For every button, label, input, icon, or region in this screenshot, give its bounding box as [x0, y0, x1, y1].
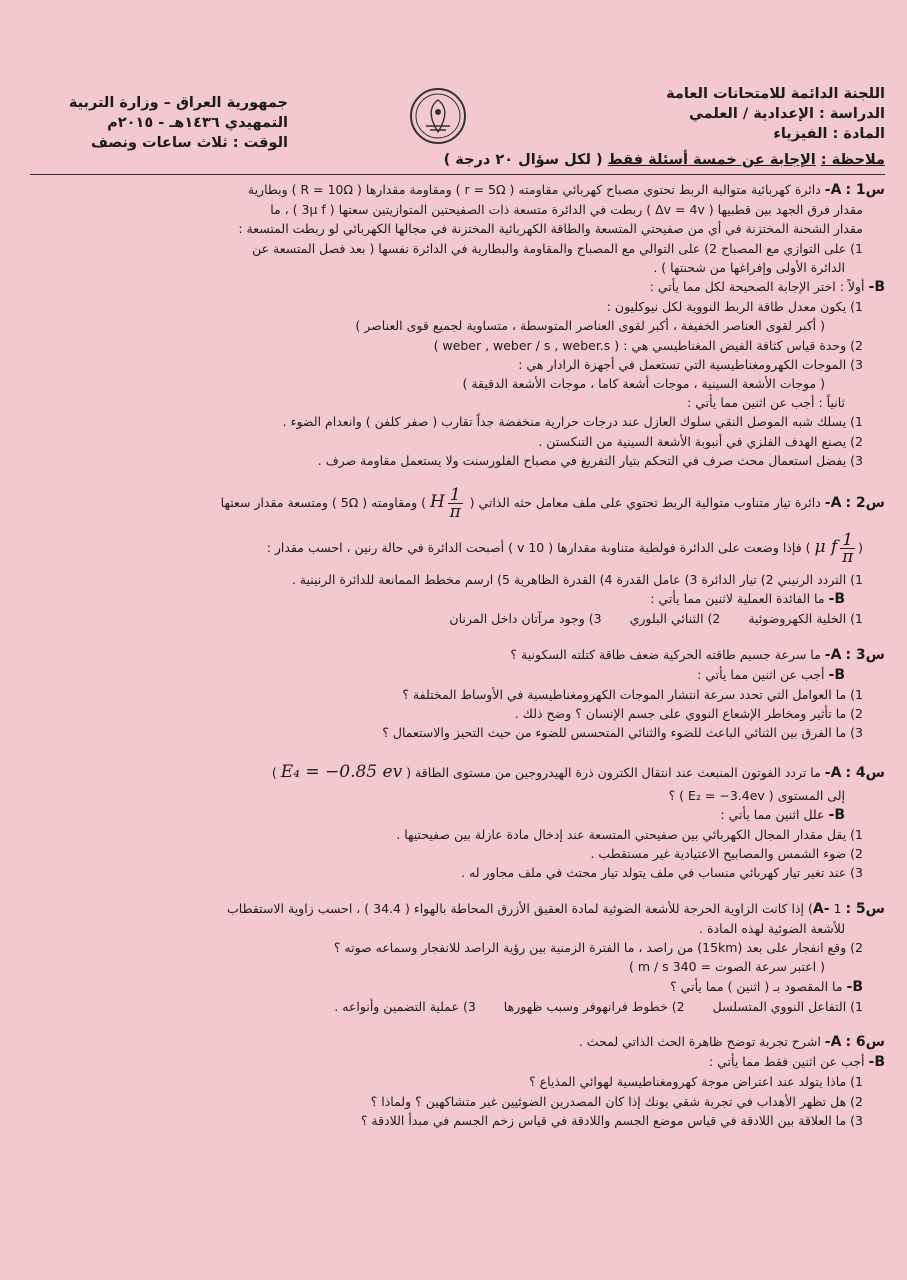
- q2-b-item3: 3) وجود مرآتان داخل المرنان: [449, 611, 602, 627]
- q4-b-item2: 2) ضوء الشمس والمصابيح الاعتيادية غير مستقطب .: [590, 846, 863, 862]
- q4-a-line1: ما تردد الفوتون المنبعث عند انتقال الكترون ذرة الهيدروجين من مستوى الطاقة (: [406, 764, 821, 780]
- q3-b-item1: 1) ما العوامل التي تحدد سرعة انتشار الموجات الكهرومغناطيسية في الأوساط المختلفة ؟: [402, 687, 863, 703]
- q2-b-item2: 2) الثنائي البلوري: [629, 611, 721, 627]
- q6-b-intro: أجب عن اثنين فقط مما يأتي :: [708, 1054, 865, 1070]
- note-text: الإجابة عن خمسة أسئلة فقط: [607, 152, 816, 168]
- q2-a-line1-post: ) ومقاومته ( 5Ω ) ومتسعة مقدار سعتها: [220, 495, 427, 511]
- q2-frac1-den: π: [449, 502, 461, 523]
- q3-b-intro: أجب عن اثنين مما يأتي :: [697, 666, 825, 682]
- q6-a-label: A-: [824, 1033, 842, 1050]
- q1-a-label: A-: [824, 182, 842, 198]
- question-5: [25, 899, 885, 1016]
- q4-number: س4 :: [845, 764, 885, 781]
- q4-b-label: B-: [828, 806, 845, 823]
- ministry-seal-icon: [408, 86, 468, 146]
- q1-b-item1: 1) يكون معدل طاقة الربط النووية لكل نيوكليون :: [606, 299, 863, 315]
- q1-b-item1-options: ( أكبر لقوى العناصر الخفيفة ، أكبر لقوى العناصر المتوسطة ، متساوية لجميع قوى العناصر ): [355, 318, 825, 334]
- header-right: [555, 84, 885, 144]
- q2-b-intro: ما الفائدة العملية لاثنين مما يأتي :: [650, 591, 825, 607]
- q4-b-item3: 3) عند تغير تيار كهربائي منساب في ملف يتولد تيار محتث في ملف مجاور له .: [461, 865, 863, 881]
- q2-a-line2-post: ) فإذا وضعت على الدائرة فولطية متناوبة مقدارها ( 10 v ) أصبحت الدائرة في حالة رنين ، احسب مقدار :: [266, 540, 811, 556]
- q1-a-line4: 1) على التوازي مع المصباح 2) على التوالي مع المصباح والمقاومة والبطارية في الدائرة نفسها ( بعد فصل المتسعة عن: [252, 240, 863, 256]
- q4-b-item1: 1) يقل مقدار المجال الكهربائي بين صفيحتي المتسعة عند إدخال مادة عازلة بين صفيحتيها .: [396, 827, 863, 843]
- question-2: س2 : A- دائرة تيار متناوب متوالية الربط تحتوي على ملف معامل حثه الذاتي ( $\frac{1}{\pi}$ H ) ومقاومته ( 5Ω ) ومتسعة مقدار سعتها ( $\frac{1}{\pi}$ μ f ) فإذا وضعت على الدائرة فولطية متناوبة مقدارها ( 10 v ) أصبحت الدائرة في حالة رنين ، احسب مقدار : 1) التردد الرنيني 2) تيار الدائرة 3) عامل القدرة 4) القدرة الظاهرية 5) ارسم مخطط الممانعة للدائرة الرنينية . B- ما الفائدة العملية لاثنين مما يأتي : 1) الخلية الكهروضوئية 2) الثنائي البلوري 3) وجود مرآتان داخل المرنان: [25, 480, 885, 629]
- q2-a-label: A-: [824, 495, 842, 512]
- q2-frac2-num: 1: [842, 530, 854, 551]
- q5-a2-line1: 2) وقع انفجار على بعد (15km) من راصد ، ما الفترة الزمنية بين رؤية الراصد للانفجار وسماعه صوته ؟: [333, 940, 863, 956]
- subject: المادة : الفيزياء: [773, 126, 885, 142]
- q5-a1-line1: 1) إذا كانت الزاوية الحرجة للأشعة الضوئية لمادة العقيق الأزرق المحاطة بالهواء ( 34.4 ) ، احسب زاوية الاستقطاب: [227, 900, 842, 916]
- q3-b-label: B-: [828, 666, 845, 683]
- q4-a-label: A-: [824, 764, 842, 781]
- q6-b-label: B-: [868, 1054, 885, 1071]
- q5-b-item2: 2) خطوط فرانهوفر وسبب ظهورها: [503, 998, 685, 1014]
- q1-b-intro: أولاً : اختر الإجابة الصحيحة لكل مما يأتي :: [649, 279, 865, 295]
- q3-a-label: A-: [824, 646, 842, 663]
- exam-body: [25, 180, 885, 1130]
- q1-b-item3: 3) الموجات الكهرومغناطيسية التي تستعمل في أجهزة الرادار هي :: [518, 356, 863, 372]
- q5-b-item1: 1) التفاعل النووي المتسلسل: [712, 998, 863, 1014]
- q1-b-item2: 2) وحدة قياس كثافة الفيض المغناطيسي هي : ( weber , weber / s , weber.s ): [433, 337, 863, 353]
- q5-b-item3: 3) عملية التضمين وأنواعه .: [334, 998, 476, 1014]
- committee-name: اللجنة الدائمة للامتحانات العامة: [666, 86, 885, 102]
- q2-inductance-fraction: [448, 485, 463, 523]
- q2-a-items: 1) التردد الرنيني 2) تيار الدائرة 3) عامل القدرة 4) القدرة الظاهرية 5) ارسم مخطط الممانعة للدائرة الرنينية .: [291, 572, 863, 588]
- country-ministry: جمهورية العراق – وزارة التربية: [68, 95, 288, 111]
- note-label: ملاحظة :: [820, 152, 885, 168]
- q5-a2-line2: ( اعتبر سرعة الصوت = 340 m / s ): [628, 959, 825, 975]
- q3-b-item3: 3) ما الفرق بين الثنائي الباعث للضوء والثنائي المتحسس للضوء من حيث التحيز والاستعمال ؟: [382, 725, 863, 741]
- question-4: س4 : A- ما تردد الفوتون المنبعث عند انتقال الكترون ذرة الهيدروجين من مستوى الطاقة ( E₄ = −0.85 ev ) إلى المستوى ( E₂ = −3.4ev ) ؟ B- علل اثنين مما يأتي : 1) يقل مقدار المجال الكهربائي بين صفيحتي المتسعة عند إدخال مادة عازلة بين صفيحتيها . 2) ضوء الشمس والمصابيح الاعتيادية غير مستقطب . 3) عند تغير تيار كهربائي منساب في ملف يتولد تيار محتث في ملف مجاور له .: [25, 759, 885, 883]
- header-divider: [30, 174, 885, 175]
- q4-e4-value: E₄ = −0.85 ev: [280, 761, 403, 782]
- q2-b-item1: 1) الخلية الكهروضوئية: [748, 611, 863, 627]
- instructions-note: [444, 152, 885, 168]
- question-6: [25, 1032, 885, 1130]
- header-left: [68, 93, 288, 153]
- q6-number: س6 :: [845, 1033, 885, 1050]
- note-marks: ( لكل سؤال ٢٠ درجة ): [443, 152, 603, 168]
- q5-number: س5 :: [845, 900, 885, 917]
- q1-b-item3-options: ( موجات الأشعة السينية ، موجات أشعة كاما ، موجات الأشعة الدقيقة ): [462, 376, 825, 392]
- q1-c-item2: 2) يصنع الهدف الفلزي في أنبوبة الأشعة السينية من التنكستن .: [538, 433, 863, 449]
- exam-duration: الوقت : ثلاث ساعات ونصف: [90, 135, 288, 151]
- q2-a-line1-pre: دائرة تيار متناوب متوالية الربط تحتوي على ملف معامل حثه الذاتي (: [469, 495, 821, 511]
- q3-a-text: ما سرعة جسيم طاقته الحركية ضعف طاقة كتلته السكونية ؟: [510, 646, 821, 662]
- q2-frac2-den: π: [842, 547, 854, 568]
- q2-frac1-num: 1: [449, 485, 461, 506]
- q6-a-text: اشرح تجربة توضح ظاهرة الحث الذاتي لمحث .: [578, 1033, 821, 1049]
- q3-b-item2: 2) ما تأثير ومخاطر الإشعاع النووي على جسم الإنسان ؟ وضح ذلك .: [514, 706, 863, 722]
- q1-a-line3: مقدار الشحنة المختزنة في أي من صفيحتي المتسعة والطاقة الكهربائية المختزنة في مجالها الكهربائي لو ربطت المتسعة :: [238, 221, 863, 237]
- q1-b-second-intro: ثانياً : أجب عن اثنين مما يأتي :: [687, 395, 845, 411]
- question-1: [25, 180, 885, 470]
- q1-number: س1 :: [845, 182, 885, 198]
- q2-b-label: B-: [828, 591, 845, 608]
- q1-c-item3: 3) يفضل استعمال محث صرف في التحكم بتيار التفريغ في مصباح الفلورسنت ولا يستعمل مقاومة صرف .: [317, 452, 863, 468]
- q5-b-intro: ما المقصود بـ ( اثنين ) مما يأتي ؟: [670, 978, 843, 994]
- q5-a1-line2: للأشعة الضوئية لهذه المادة .: [699, 920, 845, 936]
- q1-a-line1: دائرة كهربائية متوالية الربط تحتوي مصباح كهربائي مقاومته ( r = 5Ω ) ومقاومة مقدارها ( R = 10Ω ) وبطارية: [247, 182, 821, 197]
- q6-b-item3: 3) ما العلاقة بين اللادقة في قياس موضع الجسم واللادقة في قياس زخم الجسم في مبدأ اللادقة ؟: [360, 1112, 863, 1128]
- question-3: [25, 645, 885, 743]
- q5-a-label: A-: [812, 900, 830, 917]
- q1-c-item1: 1) يسلك شبه الموصل النقي سلوك العازل عند درجات حرارية منخفضة جداً تقارب ( صفر كلفن ) وانعدام الضوء .: [282, 414, 863, 430]
- q1-a-line2: مقدار فرق الجهد بين قطبيها ( Δv = 4v ) ربطت في الدائرة متسعة ذات الصفيحتين المتوازيتين سعتها ( 3μ f ) ، ما: [270, 202, 863, 218]
- study-branch: الدراسة : الإعدادية / العلمي: [688, 106, 885, 122]
- q1-b-label: B-: [868, 279, 885, 296]
- q2-number: س2 :: [845, 495, 885, 512]
- q4-a-line2: إلى المستوى ( E₂ = −3.4ev ) ؟: [668, 787, 845, 803]
- q2-frac2-unit: μ f: [814, 537, 838, 558]
- q6-b-item1: 1) ماذا يتولد عند اعتراض موجة كهرومغناطيسية لهوائي المذياع ؟: [529, 1074, 863, 1090]
- exam-date: التمهيدي ١٤٣٦هـ - ٢٠١٥م: [107, 115, 288, 131]
- q3-number: س3 :: [845, 646, 885, 663]
- q4-b-intro: علل اثنين مما يأتي :: [720, 806, 825, 822]
- q2-frac1-unit: H: [430, 492, 445, 513]
- q5-b-label: B-: [846, 978, 863, 995]
- q6-b-item2: 2) هل تظهر الأهداب في تجربة شقي يونك إذا كان المصدرين الضوئيين غير متشاكهين ؟ ولماذا ؟: [370, 1093, 863, 1109]
- q2-capacitance-fraction: [840, 530, 855, 568]
- q1-a-line5: الدائرة الأولى وإفراغها من شحنتها ) .: [653, 259, 845, 275]
